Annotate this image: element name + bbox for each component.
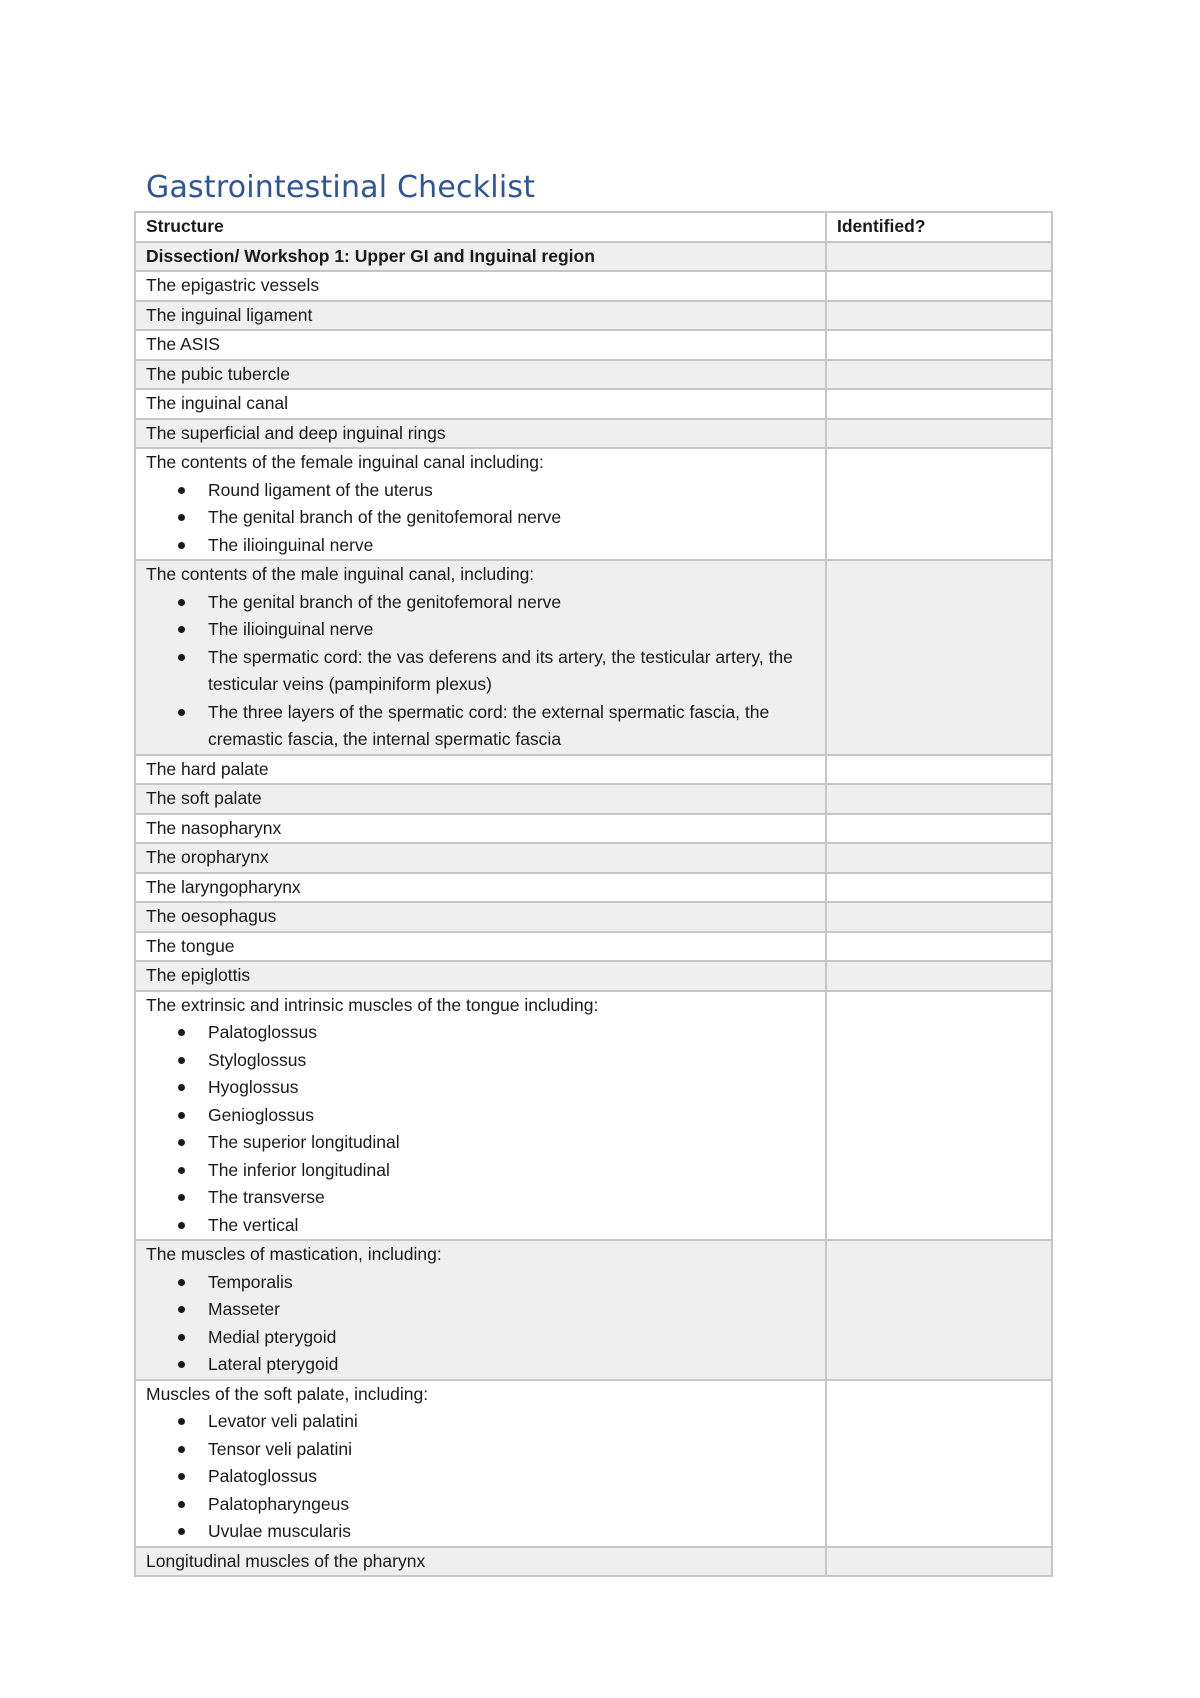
checklist-table: [134, 211, 1053, 1577]
list-item: Round ligament of the uterus: [208, 477, 815, 505]
structure-label: The extrinsic and intrinsic muscles of the tongue including:: [146, 994, 599, 1015]
identified-cell[interactable]: [826, 814, 1052, 844]
list-item: The genital branch of the genitofemoral nerve: [208, 504, 815, 532]
identified-cell[interactable]: [826, 301, 1052, 331]
identified-cell[interactable]: [826, 991, 1052, 1241]
identified-cell[interactable]: [826, 330, 1052, 360]
list-item: Palatoglossus: [208, 1463, 815, 1491]
structure-cell: [135, 330, 826, 360]
identified-cell[interactable]: [826, 784, 1052, 814]
header-identified: Identified?: [826, 212, 1052, 242]
structure-label: The ASIS: [146, 334, 220, 354]
structure-cell: [135, 873, 826, 903]
identified-cell[interactable]: [826, 843, 1052, 873]
table-row: [135, 271, 1052, 301]
structure-sublist: [146, 477, 815, 560]
structure-label: The inguinal ligament: [146, 304, 313, 325]
list-item: Lateral pterygoid: [208, 1351, 815, 1379]
structure-cell: [135, 755, 826, 785]
structure-label: The contents of the female inguinal canal including:: [146, 452, 544, 472]
list-item: The ilioinguinal nerve: [208, 532, 815, 560]
list-item: Tensor veli palatini: [208, 1436, 815, 1464]
structure-cell: [135, 242, 826, 272]
list-item: Masseter: [208, 1296, 815, 1324]
structure-label: The soft palate: [146, 788, 262, 808]
structure-label: The oesophagus: [146, 906, 277, 926]
structure-cell: [135, 1240, 826, 1380]
structure-cell: [135, 389, 826, 419]
list-item: The inferior longitudinal: [208, 1157, 815, 1185]
list-item: Styloglossus: [208, 1047, 815, 1075]
structure-label: The hard palate: [146, 758, 269, 779]
page-title: Gastrointestinal Checklist: [146, 170, 536, 205]
table-row: [135, 448, 1052, 560]
structure-cell: [135, 902, 826, 932]
structure-cell: [135, 360, 826, 390]
structure-sublist: [146, 1408, 815, 1546]
structure-cell: [135, 991, 826, 1241]
identified-cell[interactable]: [826, 755, 1052, 785]
table-row: [135, 330, 1052, 360]
structure-label: Muscles of the soft palate, including:: [146, 1383, 429, 1404]
list-item: Medial pterygoid: [208, 1324, 815, 1352]
structure-sublist: [146, 1019, 815, 1239]
identified-cell[interactable]: [826, 1547, 1052, 1577]
list-item: Genioglossus: [208, 1102, 815, 1130]
table-row: [135, 932, 1052, 962]
list-item: The genital branch of the genitofemoral nerve: [208, 589, 815, 617]
structure-label: The epigastric vessels: [146, 275, 320, 295]
identified-cell[interactable]: [826, 873, 1052, 903]
structure-label: The pubic tubercle: [146, 363, 290, 384]
identified-cell[interactable]: [826, 242, 1052, 272]
structure-cell: [135, 932, 826, 962]
structure-cell: [135, 1547, 826, 1577]
table-row: [135, 991, 1052, 1241]
structure-label: The contents of the male inguinal canal, including:: [146, 564, 535, 584]
structure-label: The epiglottis: [146, 965, 251, 985]
table-row: [135, 755, 1052, 785]
list-item: Palatoglossus: [208, 1019, 815, 1047]
table-row: [135, 902, 1052, 932]
identified-cell[interactable]: [826, 271, 1052, 301]
structure-cell: [135, 814, 826, 844]
structure-label: The nasopharynx: [146, 817, 282, 838]
table-row: [135, 961, 1052, 991]
list-item: The ilioinguinal nerve: [208, 616, 815, 644]
structure-label: The inguinal canal: [146, 393, 289, 413]
structure-label: Longitudinal muscles of the pharynx: [146, 1550, 426, 1571]
identified-cell[interactable]: [826, 932, 1052, 962]
header-structure: Structure: [135, 212, 826, 242]
list-item: The three layers of the spermatic cord: the external spermatic fascia, the cremastic fascia, the internal spermatic fascia: [208, 699, 815, 754]
list-item: The vertical: [208, 1212, 815, 1240]
list-item: The spermatic cord: the vas deferens and its artery, the testicular artery, the testicular veins (pampiniform plexus): [208, 644, 815, 699]
table-row: [135, 784, 1052, 814]
table-row: [135, 1547, 1052, 1577]
structure-label: The laryngopharynx: [146, 876, 301, 897]
table-row: [135, 1380, 1052, 1547]
structure-label: Dissection/ Workshop 1: Upper GI and Inguinal region: [146, 245, 595, 266]
list-item: Palatopharyngeus: [208, 1491, 815, 1519]
table-row: [135, 360, 1052, 390]
structure-cell: [135, 419, 826, 449]
table-row: [135, 560, 1052, 755]
structure-label: The tongue: [146, 935, 235, 956]
table-row: [135, 843, 1052, 873]
list-item: Hyoglossus: [208, 1074, 815, 1102]
table-row: [135, 873, 1052, 903]
table-row: [135, 419, 1052, 449]
table-row: [135, 242, 1052, 272]
structure-cell: [135, 271, 826, 301]
identified-cell[interactable]: [826, 360, 1052, 390]
identified-cell[interactable]: [826, 902, 1052, 932]
structure-cell: [135, 784, 826, 814]
list-item: Levator veli palatini: [208, 1408, 815, 1436]
structure-cell: [135, 1380, 826, 1547]
identified-cell[interactable]: [826, 389, 1052, 419]
identified-cell[interactable]: [826, 419, 1052, 449]
structure-sublist: [146, 1269, 815, 1379]
identified-cell[interactable]: [826, 1380, 1052, 1547]
identified-cell[interactable]: [826, 961, 1052, 991]
list-item: The transverse: [208, 1184, 815, 1212]
structure-cell: [135, 843, 826, 873]
list-item: The superior longitudinal: [208, 1129, 815, 1157]
structure-cell: [135, 961, 826, 991]
structure-sublist: [146, 589, 815, 754]
identified-cell[interactable]: [826, 448, 1052, 560]
identified-cell[interactable]: [826, 560, 1052, 755]
table-row: [135, 814, 1052, 844]
structure-cell: [135, 448, 826, 560]
table-row: [135, 301, 1052, 331]
table-row: [135, 1240, 1052, 1380]
structure-cell: [135, 301, 826, 331]
list-item: Uvulae muscularis: [208, 1518, 815, 1546]
table-row: [135, 389, 1052, 419]
structure-label: The muscles of mastication, including:: [146, 1244, 442, 1264]
list-item: Temporalis: [208, 1269, 815, 1297]
table-header-row: [135, 212, 1052, 242]
structure-cell: [135, 560, 826, 755]
identified-cell[interactable]: [826, 1240, 1052, 1380]
structure-label: The superficial and deep inguinal rings: [146, 422, 446, 443]
structure-label: The oropharynx: [146, 847, 269, 867]
